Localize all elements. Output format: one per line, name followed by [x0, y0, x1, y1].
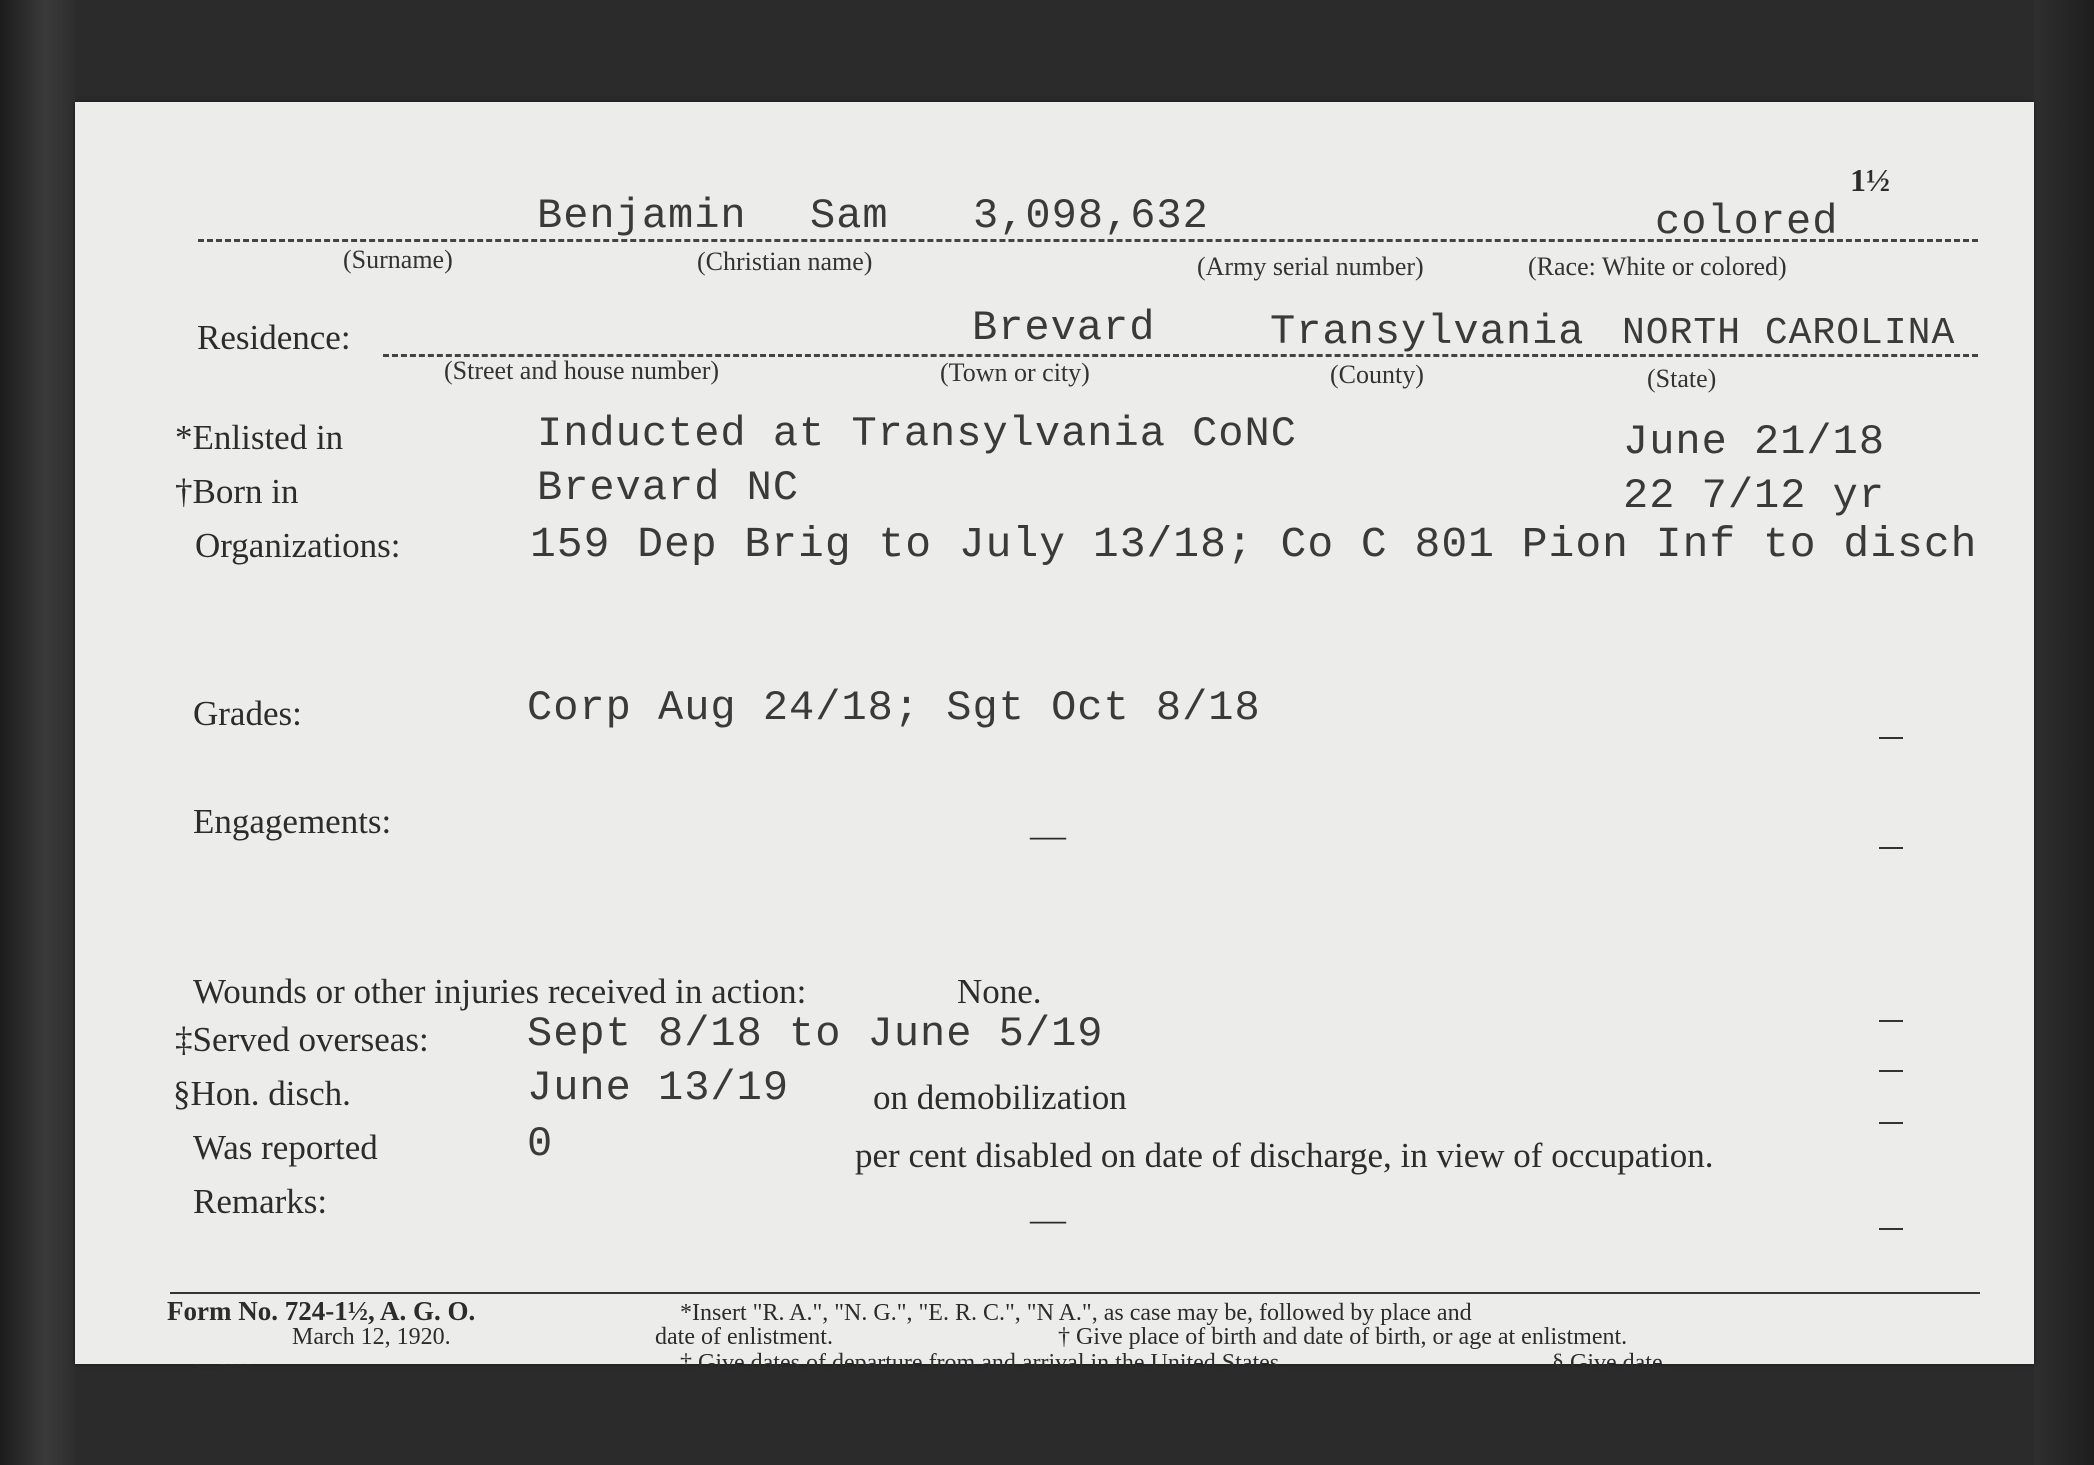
christian-name-caption: (Christian name)	[697, 247, 873, 276]
service-record-card	[75, 102, 2034, 1379]
residence-state-value: NORTH CAROLINA	[1622, 312, 1956, 355]
wounds-value: None.	[957, 972, 1042, 1011]
footnote-born: † Give place of birth and date of birth, or age at enlistment.	[1058, 1324, 1628, 1350]
organizations-value: 159 Dep Brig to July 13/18; Co C 801 Pion Inf to disch	[530, 520, 1978, 569]
race-value: colored	[1655, 198, 1839, 246]
footnote-discharge: § Give date.	[1552, 1350, 1669, 1376]
born-label: †Born in	[175, 472, 299, 511]
engagements-label: Engagements:	[193, 802, 392, 841]
wounds-label: Wounds or other injuries received in action:	[193, 972, 807, 1011]
serial-number-value: 3,098,632	[973, 192, 1209, 240]
print-code: 3—7688	[193, 1360, 253, 1379]
was-reported-label: Was reported	[193, 1128, 378, 1167]
form-id: Form No. 724-1½, A. G. O.	[167, 1296, 476, 1326]
footnote-overseas: ‡ Give dates of departure from and arrival in the United States.	[680, 1350, 1286, 1376]
enlisted-value: Inducted at Transylvania CoNC	[537, 410, 1297, 458]
county-caption: (County)	[1330, 360, 1424, 389]
street-caption: (Street and house number)	[444, 356, 720, 385]
state-caption: (State)	[1647, 364, 1717, 393]
served-overseas-label: ‡Served overseas:	[175, 1020, 429, 1059]
form-date: March 12, 1920.	[292, 1324, 451, 1350]
enlisted-label: *Enlisted in	[175, 418, 344, 457]
born-value: Brevard NC	[537, 464, 800, 512]
town-caption: (Town or city)	[940, 358, 1090, 387]
remarks-value: —	[1030, 1199, 1066, 1239]
engagements-end-tick	[1879, 847, 1903, 849]
discharge-date-value: June 13/19	[527, 1064, 790, 1112]
remarks-label: Remarks:	[193, 1182, 328, 1221]
engagements-value: —	[1030, 815, 1066, 855]
footnote-enlisted-a: *Insert "R. A.", "N. G.", "E. R. C.", "N A.", as case may be, followed by place and	[680, 1300, 1472, 1326]
scan-border-right	[2034, 0, 2094, 1465]
surname-caption: (Surname)	[343, 245, 453, 274]
honorable-discharge-label: §Hon. disch.	[173, 1074, 351, 1113]
disability-text: per cent disabled on date of discharge, in view of occupation.	[855, 1136, 1714, 1175]
surname-value: Benjamin	[537, 192, 747, 240]
grades-label: Grades:	[193, 694, 302, 733]
remarks-end-tick	[1879, 1228, 1903, 1230]
race-caption: (Race: White or colored)	[1528, 252, 1787, 281]
christian-name-value: Sam	[810, 192, 889, 240]
discharge-note: on demobilization	[873, 1078, 1127, 1117]
organizations-label: Organizations:	[195, 526, 401, 565]
serial-number-caption: (Army serial number)	[1197, 252, 1424, 281]
overseas-end-tick	[1879, 1020, 1903, 1022]
age-value: 22 7/12 yr	[1623, 472, 1886, 520]
grades-end-tick	[1879, 737, 1903, 739]
grades-value: Corp Aug 24/18; Sgt Oct 8/18	[527, 684, 1261, 732]
reported-end-tick	[1879, 1122, 1903, 1124]
form-fraction: 1½	[1850, 162, 1890, 198]
scan-border-left	[0, 0, 75, 1465]
footer-rule	[170, 1292, 1980, 1294]
enlisted-date-value: June 21/18	[1623, 418, 1886, 466]
footnote-enlisted-b: date of enlistment.	[655, 1324, 833, 1350]
residence-town-value: Brevard	[972, 304, 1156, 352]
residence-label: Residence:	[197, 318, 351, 357]
disability-percent-value: 0	[527, 1120, 554, 1168]
served-overseas-value: Sept 8/18 to June 5/19	[527, 1010, 1104, 1058]
name-line-rule	[198, 239, 1978, 242]
residence-county-value: Transylvania	[1270, 308, 1585, 356]
discharge-end-tick	[1879, 1070, 1903, 1072]
